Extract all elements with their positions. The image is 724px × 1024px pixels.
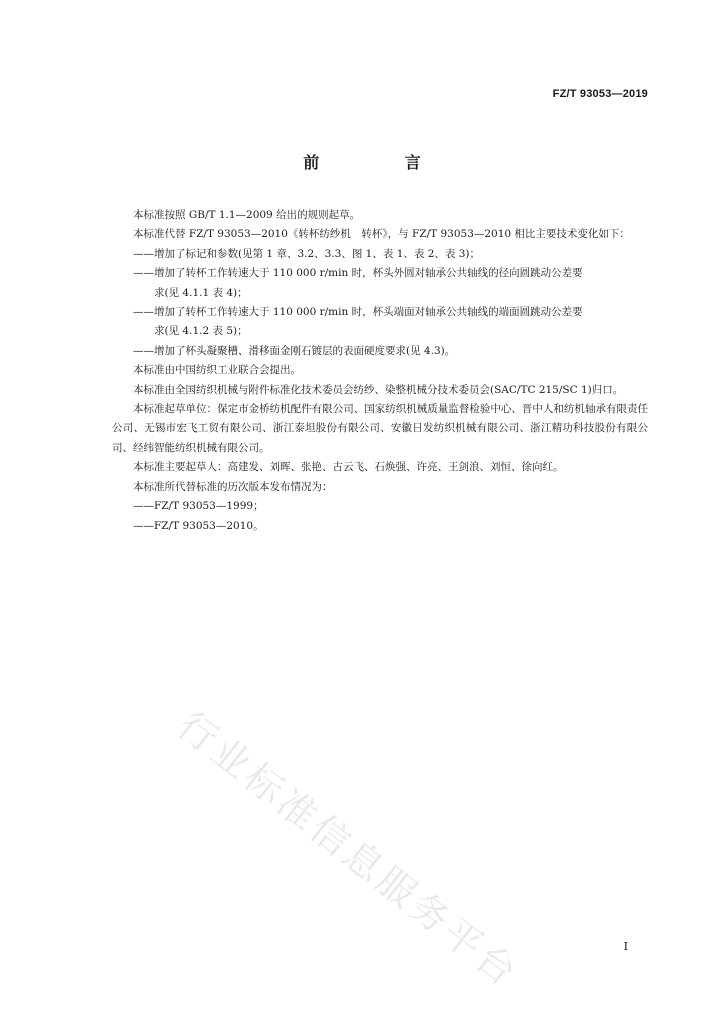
paragraph-drafting-rules: 本标准按照 GB/T 1.1—2009 给出的规则起草。 [133, 209, 361, 221]
change-item-2-line1: ——增加了转杯工作转速大于 110 000 r/min 时，杯头外圆对轴承公共轴线的径向圆跳动公差要 [133, 267, 583, 280]
history-item-2: ——FZ/T 93053—2010。 [133, 519, 264, 532]
paragraph-drafters: 本标准主要起草人：高建发、刘晖、张艳、古云飞、石焕强、许亮、王剑浪、刘恒、徐向红。 [133, 461, 564, 474]
paragraph-proposer: 本标准由中国纺织工业联合会提出。 [133, 364, 301, 377]
paragraph-committee: 本标准由全国纺织机械与附件标准化技术委员会纺纱、染整机械分技术委员会(SAC/TC 215/SC 1)归口。 [133, 383, 624, 396]
change-item-4: ——增加了杯头凝聚槽、滑移面金刚石镀层的表面硬度要求(见 4.3)。 [133, 344, 456, 357]
page-title: 前 言 [303, 153, 461, 172]
change-item-2-line2: 求(见 4.1.1 表 4)； [154, 286, 248, 299]
foreword-body [112, 206, 648, 536]
change-item-3 [112, 303, 648, 342]
page-number: I [623, 940, 628, 953]
change-item-1: ——增加了标记和参数(见第 1 章、3.2、3.3、图 1、表 1、表 2、表 3)； [133, 247, 481, 260]
standard-code: FZ/T 93053—2019 [552, 88, 648, 100]
paragraph-history-intro: 本标准所代替标准的历次版本发布情况为： [133, 480, 333, 493]
change-item-3-line2: 求(见 4.1.2 表 5)； [154, 325, 248, 338]
change-item-3-line1: ——增加了转杯工作转速大于 110 000 r/min 时，杯头端面对轴承公共轴线的端面圆跳动公差要 [133, 306, 583, 319]
paragraph-drafting-units: 本标准起草单位：保定市金桥纺机配件有限公司、国家纺织机械质量监督检验中心、晋中人和纺机轴承有限责任公司、无锡市宏飞工贸有限公司、浙江泰坦股份有限公司、安徽日发纺织机械有限公司、浙江精功科技股份有限公司、经纬智能纺织机械有限公司。 [112, 403, 648, 454]
change-item-2 [112, 264, 648, 303]
paragraph-replacement: 本标准代替 FZ/T 93053—2010《转杯纺纱机 转杯》，与 FZ/T 93053—2010 相比主要技术变化如下： [133, 228, 630, 241]
history-item-1: ——FZ/T 93053—1999； [133, 500, 264, 513]
watermark: 行业标准信息服务平台 [169, 702, 528, 997]
